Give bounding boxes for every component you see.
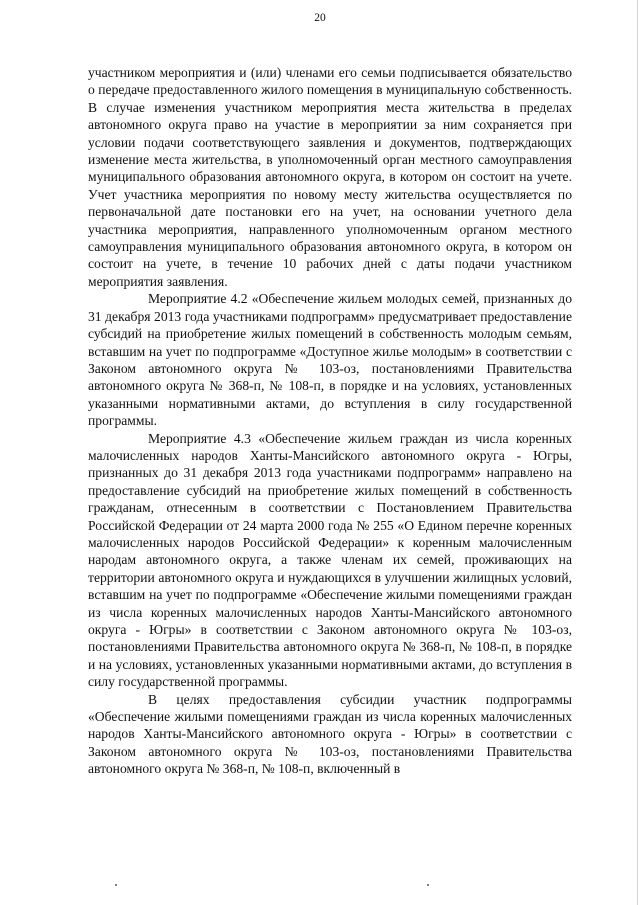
page-number: 20: [314, 12, 326, 24]
paragraph-measure-4-3: Мероприятие 4.3 «Обеспечение жильем граждан из числа коренных малочисленных народов Ханты-Мансийского автономного округа - Югры, признанных до 31 декабря 2013 года участниками подпрограмм» направлено на предоставление субсидий на приобретение жилых помещений в собственность гражданам, отнесенным в соответствии с Постановлением Правительства Российской Федерации от 24 марта 2000 года № 255 «О Едином перечне коренных малочисленных народов Российской Федерации» к коренным малочисленным народам автономного округа, а также членам их семей, проживающих на территории автономного округа и нуждающихся в улучшении жилищных условий, вставшим на учет по подпрограмме «Обеспечение жилыми помещениями граждан из числа коренных малочисленных народов Ханты-Мансийского автономного округа - Югры» в соответствии с Законом автономного округа № 103-оз, постановлениями Правительства автономного округа № 368-п, № 108-п, в порядке и на условиях, установленных указанными нормативными актами, до вступления в силу государственной программы.: [88, 430, 572, 690]
paragraph-subsidy-purpose: В целях предоставления субсидии участник подпрограммы «Обеспечение жилыми помещениями граждан из числа коренных малочисленных народов Ханты-Мансийского автономного округа - Югры» в соответствии с Законом автономного округа № 103-оз, постановлениями Правительства автономного округа № 368-п, № 108-п, включенный в: [88, 691, 572, 777]
page-edge: [637, 0, 638, 905]
paragraph-continuation: участником мероприятия и (или) членами его семьи подписывается обязательство о передаче предоставленного жилого помещения в муниципальную собственность. В случае изменения участником мероприятия места жительства в пределах автономного округа право на участие в мероприятии за ним сохраняется при условии подачи соответствующего заявления и документов, подтверждающих изменение места жительства, в уполномоченный орган местного самоуправления муниципального образования автономного округа, в котором он состоит на учете. Учет участника мероприятия по новому месту жительства осуществляется по первоначальной дате постановки его на учет, на основании учетного дела участника мероприятия, направленного уполномоченным органом местного самоуправления муниципального образования автономного округа, в котором он состоит на учете, в течение 10 рабочих дней с даты подачи участником мероприятия заявления.: [88, 65, 572, 289]
paragraph-measure-4-2: Мероприятие 4.2 «Обеспечение жильем молодых семей, признанных до 31 декабря 2013 года участниками подпрограмм» предусматривает предоставление субсидий на приобретение жилых помещений в собственность молодым семьям, вставшим на учет по подпрограмме «Доступное жилье молодым» в соответствии с Законом автономного округа № 103-оз, постановлениями Правительства автономного округа № 368-п, № 108-п, в порядке и на условиях, установленных указанными нормативными актами, до вступления в силу государственной программы.: [88, 291, 572, 429]
scan-speck: [427, 884, 429, 886]
scan-speck: [115, 884, 117, 886]
document-body: [88, 64, 572, 778]
